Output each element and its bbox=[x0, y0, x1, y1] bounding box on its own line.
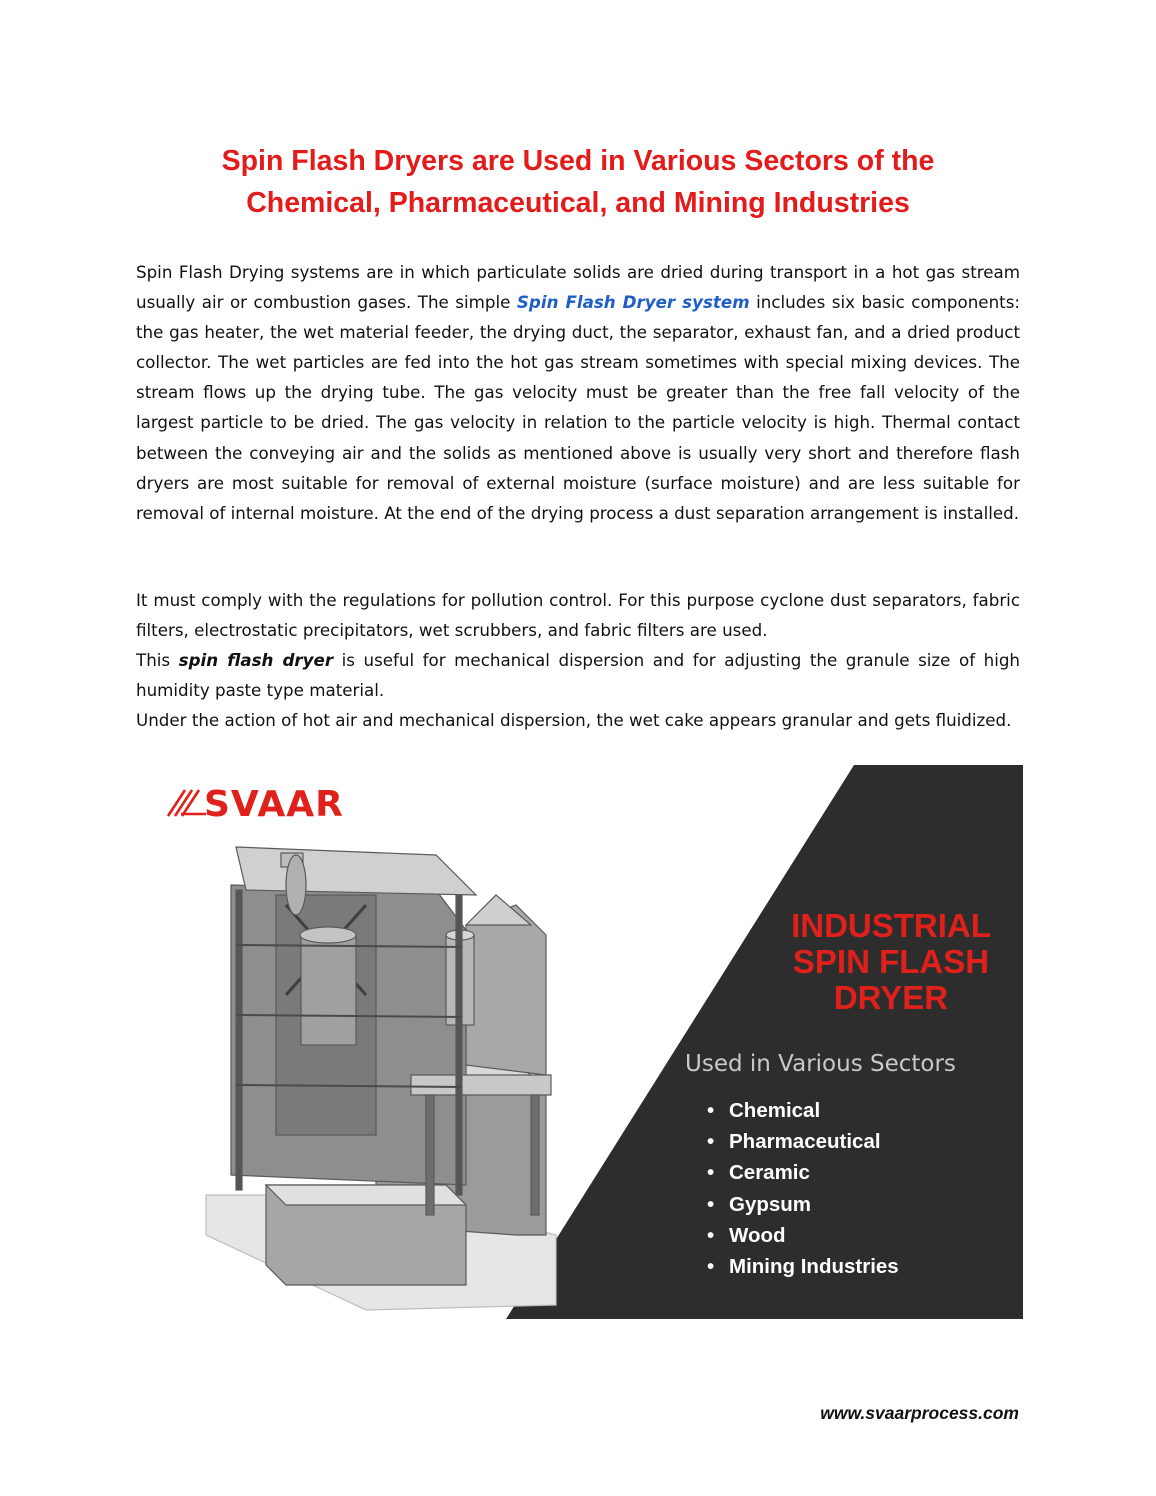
list-item bbox=[707, 1157, 899, 1188]
sector-label: Gypsum bbox=[729, 1192, 812, 1216]
dryer-plant-illustration bbox=[206, 847, 556, 1310]
page-title bbox=[120, 140, 1036, 224]
bullet: • bbox=[707, 1223, 715, 1247]
website-link[interactable]: www.svaarprocess.com bbox=[820, 1403, 1019, 1423]
bullet: • bbox=[707, 1161, 715, 1185]
svaar-logo-text: SVAAR bbox=[204, 784, 344, 823]
spin-flash-dryer-system-link[interactable]: Spin Flash Dryer system bbox=[516, 292, 750, 313]
pollution-paragraph bbox=[136, 585, 1020, 735]
sector-list bbox=[707, 1095, 899, 1282]
svaar-logo-mark bbox=[166, 783, 376, 823]
pollution-control-text: It must comply with the regulations for pollution control. For this purpose cyclone dust separators, fabric filters, electrostatic precipitators, wet scrubbers, and fabric filters are used. bbox=[136, 590, 1020, 641]
sector-label: Ceramic bbox=[729, 1161, 810, 1185]
svaar-logo bbox=[166, 783, 376, 828]
dispersion-text-start: This bbox=[136, 650, 179, 671]
title-line-1: Spin Flash Dryers are Used in Various Sectors of the bbox=[221, 145, 935, 177]
sector-label: Wood bbox=[729, 1223, 786, 1247]
title-line-2: Chemical, Pharmaceutical, and Mining Industries bbox=[246, 187, 910, 219]
intro-paragraph bbox=[136, 257, 1020, 528]
list-item bbox=[707, 1251, 899, 1282]
fluidization-text: Under the action of hot air and mechanical dispersion, the wet cake appears granular and gets fluidized. bbox=[136, 710, 1012, 731]
sector-label: Mining Industries bbox=[729, 1254, 899, 1278]
list-item bbox=[707, 1220, 899, 1251]
dispersion-text-rest: is useful for mechanical dispersion and for adjusting the granule size of high humidity paste type material. bbox=[136, 650, 1021, 701]
list-item bbox=[707, 1189, 899, 1220]
bullet: • bbox=[707, 1192, 715, 1216]
banner-heading-line-2: SPIN FLASH bbox=[792, 943, 990, 980]
banner-heading bbox=[741, 908, 1023, 1016]
product-banner bbox=[136, 765, 1023, 1319]
intro-text-rest: includes six basic components: the gas heater, the wet material feeder, the drying duct, the separator, exhaust fan, and a dried product collector. The wet particles are fed into the hot gas stream sometimes with special mixing devices. The stream flows up the drying tube. The gas velocity must be greater than the free fall velocity of the largest particle to be dried. The gas velocity in relation to the particle velocity is high. Thermal contact between the conveying air and the solids as mentioned above is usually very short and therefore flash dryers are most suitable for removal of external moisture (surface moisture) and are less suitable for removal of internal moisture. At the end of the drying process a dust separation arrangement is installed. bbox=[136, 292, 1021, 523]
banner-subheading: Used in Various Sectors bbox=[685, 1051, 956, 1077]
bullet: • bbox=[707, 1099, 715, 1122]
banner-heading-line-3: DRYER bbox=[833, 979, 949, 1016]
spin-flash-dryer-emphasis: spin flash dryer bbox=[178, 650, 334, 671]
sector-label: Pharmaceutical bbox=[729, 1130, 881, 1154]
sector-label: Chemical bbox=[729, 1099, 821, 1122]
list-item bbox=[707, 1126, 899, 1157]
bullet: • bbox=[707, 1254, 715, 1278]
list-item bbox=[707, 1095, 899, 1126]
banner-heading-line-1: INDUSTRIAL bbox=[791, 907, 991, 944]
dispersion-text bbox=[136, 645, 1020, 705]
bullet: • bbox=[707, 1130, 715, 1154]
intro-text-start: Spin Flash Drying systems are in which particulate solids are dried during transport in a hot gas stream usually air or combustion gases. The simple bbox=[136, 262, 1020, 313]
